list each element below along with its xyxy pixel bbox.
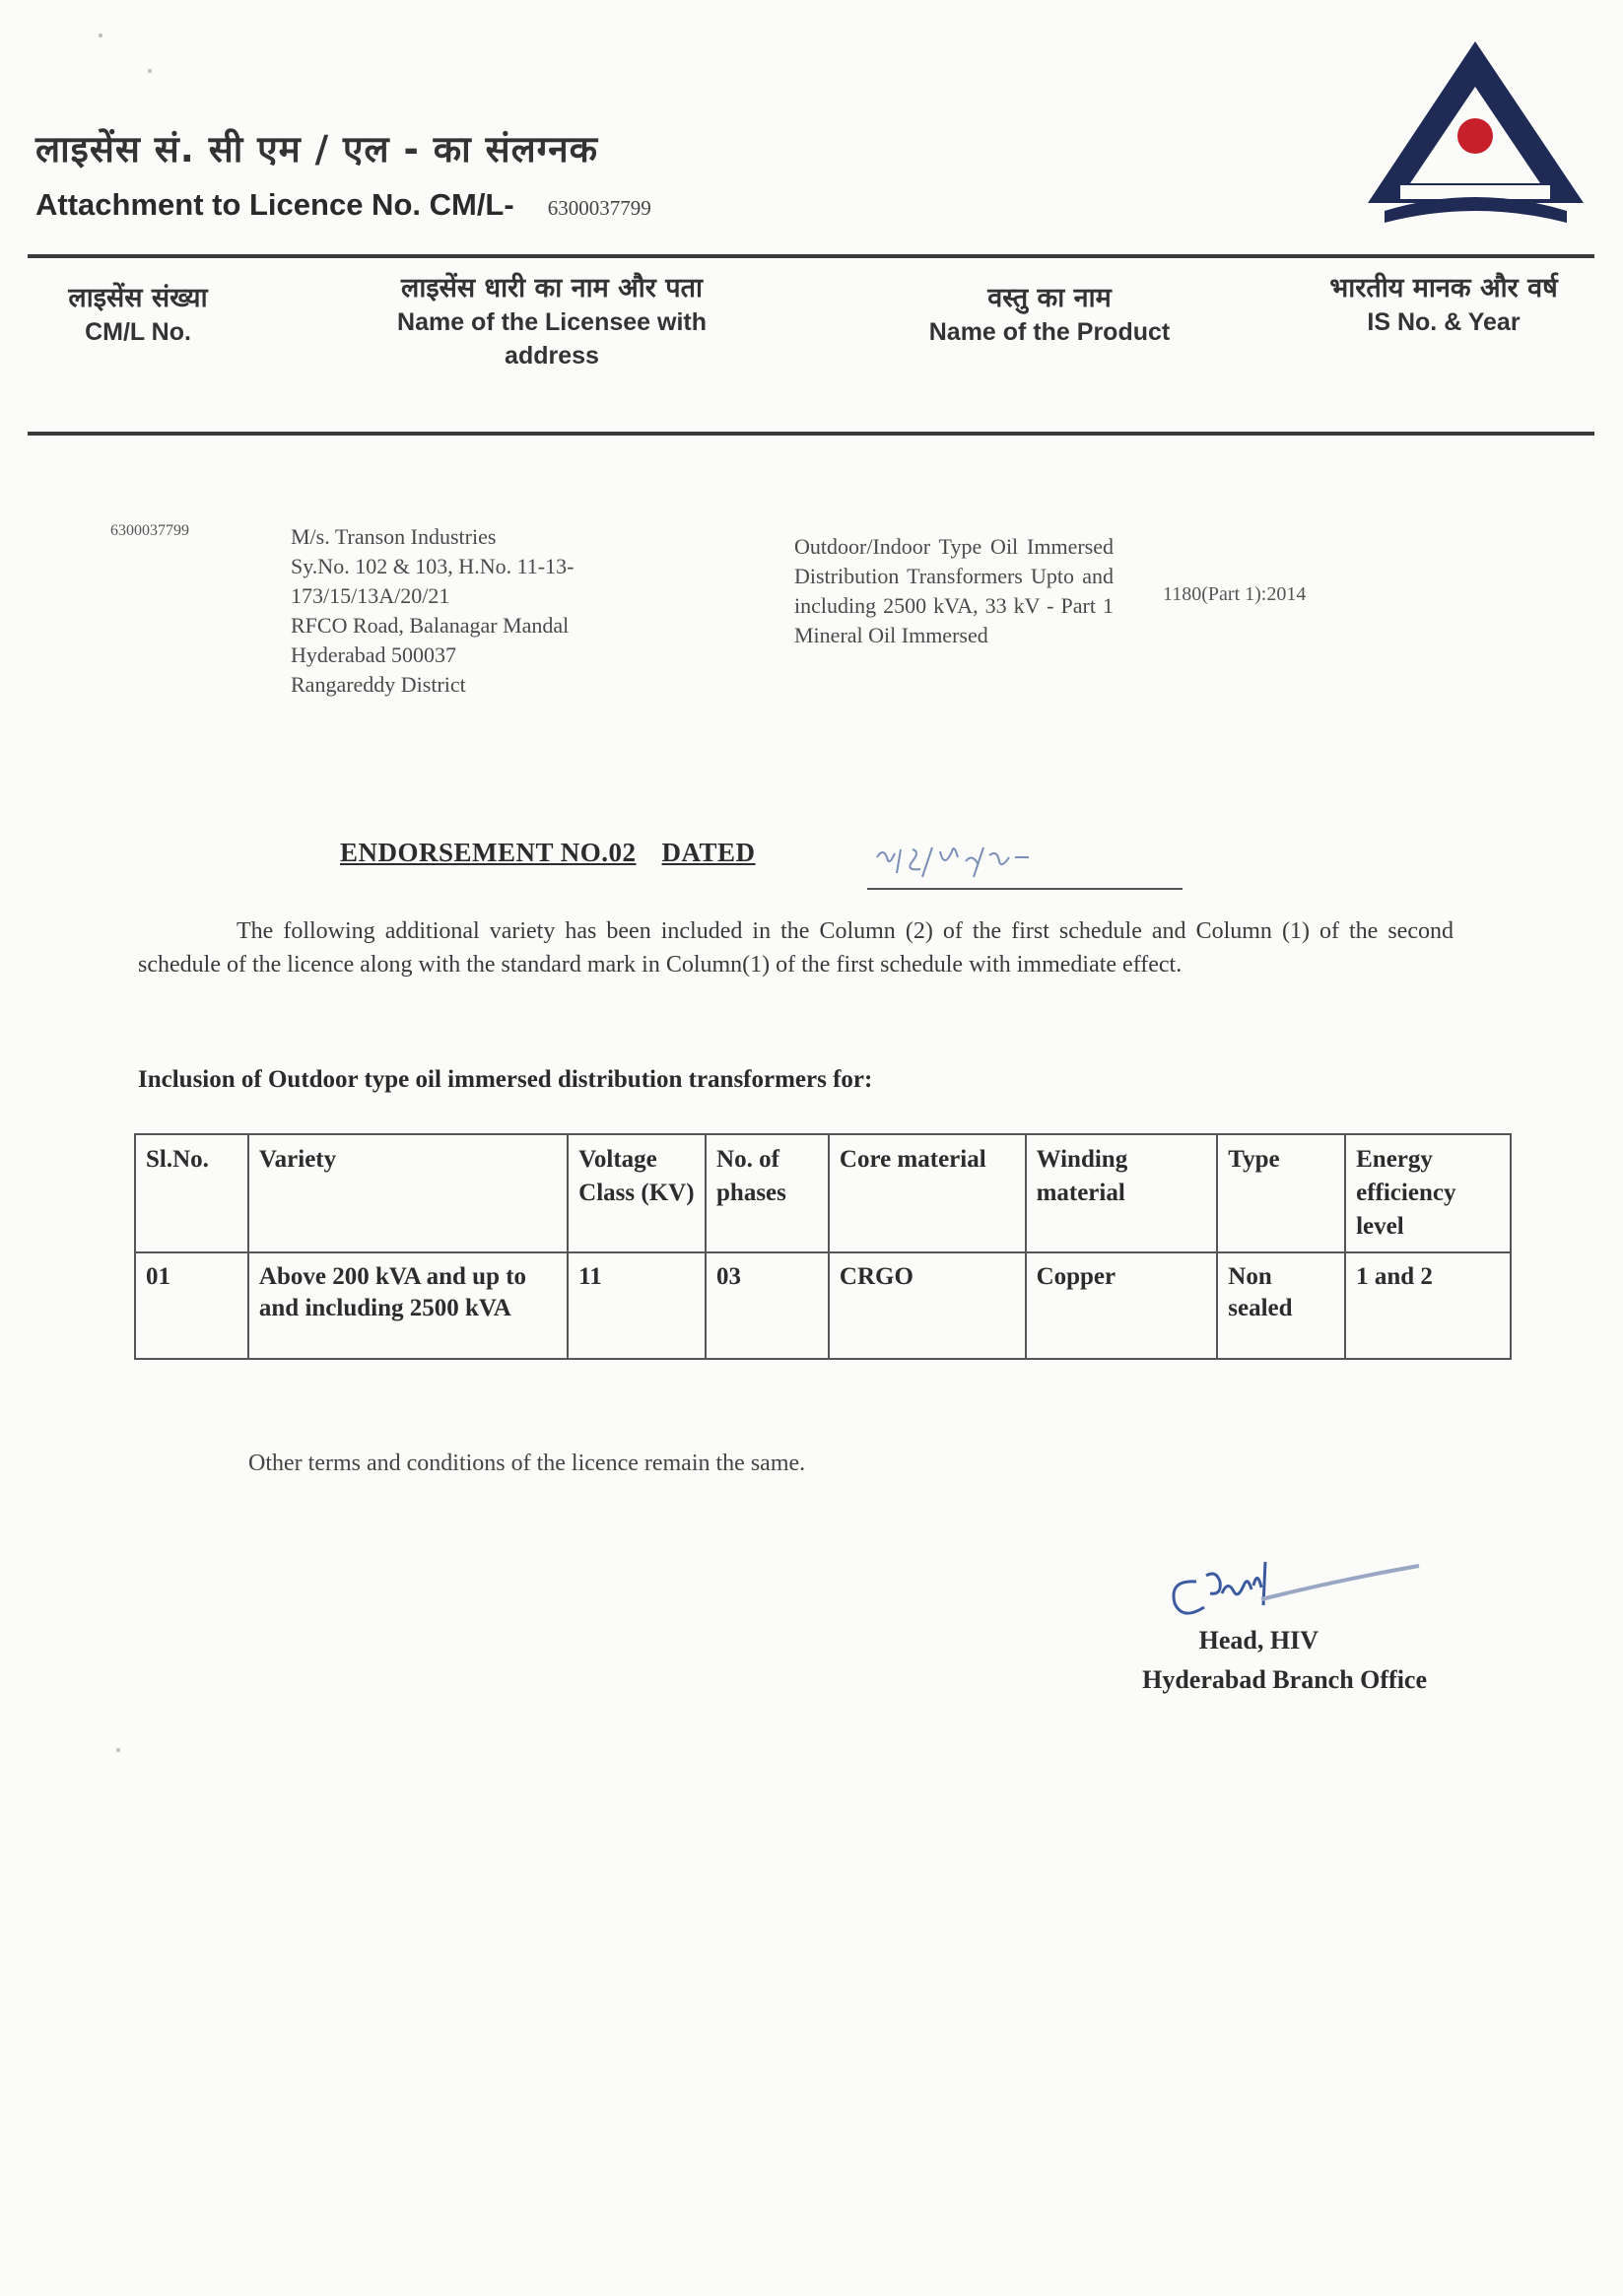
table-header-cell: Core material <box>829 1134 1026 1252</box>
column-head-is <box>1325 272 1562 339</box>
signature-image <box>1163 1542 1458 1631</box>
column-head-is-english: IS No. & Year <box>1367 308 1521 336</box>
table-header-cell: Sl.No. <box>135 1134 248 1252</box>
table-header-cell: Variety <box>248 1134 568 1252</box>
endorsement-heading <box>340 838 756 868</box>
endorsement-number: ENDORSEMENT NO.02 <box>340 838 637 867</box>
table-cell: Copper <box>1026 1252 1218 1359</box>
product-name: Outdoor/Indoor Type Oil Immersed Distribution Transformers Upto and including 2500 kVA, 33 kV - Part 1 Mineral Oil Immersed <box>794 534 1114 647</box>
address-line: Hyderabad 500037 <box>291 642 457 667</box>
table-header-cell: Voltage Class (KV) <box>568 1134 706 1252</box>
header-rule-top <box>28 254 1594 258</box>
table-cell: 1 and 2 <box>1345 1252 1511 1359</box>
table-header-cell: Energy efficiency level <box>1345 1134 1511 1252</box>
table-header-cell: Type <box>1217 1134 1345 1252</box>
column-head-licensee-english: Name of the Licensee with address <box>397 308 707 370</box>
licence-number: 6300037799 <box>547 196 651 220</box>
table-cell: 03 <box>706 1252 829 1359</box>
title-hindi: लाइसेंस सं. सी एम / एल - का संलग्नक <box>35 128 599 170</box>
column-head-licensee <box>374 272 729 372</box>
signatory-office: Hyderabad Branch Office <box>1142 1665 1427 1694</box>
address-line: 173/15/13A/20/21 <box>291 583 450 608</box>
scan-speck <box>148 69 152 73</box>
title-english-text: Attachment to Licence No. CM/L- <box>35 187 514 222</box>
closing-text: Other terms and conditions of the licence remain the same. <box>248 1451 806 1476</box>
table-header-row <box>135 1134 1511 1252</box>
address-line: Sy.No. 102 & 103, H.No. 11-13- <box>291 554 575 578</box>
bis-logo-icon <box>1365 35 1587 233</box>
address-line: RFCO Road, Balanagar Mandal <box>291 613 570 638</box>
column-head-cml-english: CM/L No. <box>85 318 191 346</box>
column-head-cml <box>39 282 237 349</box>
signatory-block <box>1072 1621 1427 1700</box>
scan-speck <box>116 1748 120 1752</box>
column-head-licensee-hindi: लाइसेंस धारी का नाम और पता <box>401 273 703 304</box>
table-cell: 01 <box>135 1252 248 1359</box>
header-rule-bottom <box>28 432 1594 436</box>
column-head-is-hindi: भारतीय मानक और वर्ष <box>1329 273 1558 304</box>
column-head-cml-hindi: लाइसेंस संख्या <box>68 283 208 313</box>
title-english <box>35 187 651 223</box>
is-number: 1180(Part 1):2014 <box>1163 583 1307 605</box>
handwritten-date <box>867 836 1183 895</box>
dated-label: DATED <box>661 838 756 867</box>
table-row <box>135 1252 1511 1359</box>
table-cell: CRGO <box>829 1252 1026 1359</box>
address-line: M/s. Transon Industries <box>291 524 497 549</box>
variety-table <box>134 1133 1512 1360</box>
endorsement-body: The following additional variety has been included in the Column (2) of the first schedule and Column (1) of the second schedule of the licence along with the standard mark in Column(1) of the first schedule with immediate effect. <box>138 918 1454 978</box>
scan-speck <box>99 34 102 37</box>
address-line: Rangareddy District <box>291 672 466 697</box>
column-head-product-english: Name of the Product <box>928 318 1171 346</box>
cml-number: 6300037799 <box>110 522 189 539</box>
table-header-cell: Winding material <box>1026 1134 1218 1252</box>
table-cell: 11 <box>568 1252 706 1359</box>
table-header-cell: No. of phases <box>706 1134 829 1252</box>
column-head-product <box>926 282 1173 349</box>
signatory-designation: Head, HIV <box>1198 1626 1319 1654</box>
column-head-product-hindi: वस्तु का नाम <box>987 283 1112 313</box>
table-cell: Non sealed <box>1217 1252 1345 1359</box>
table-cell: Above 200 kVA and up to and including 2500 kVA <box>248 1252 568 1359</box>
licensee-address <box>291 522 705 700</box>
inclusion-heading: Inclusion of Outdoor type oil immersed distribution transformers for: <box>138 1066 873 1093</box>
